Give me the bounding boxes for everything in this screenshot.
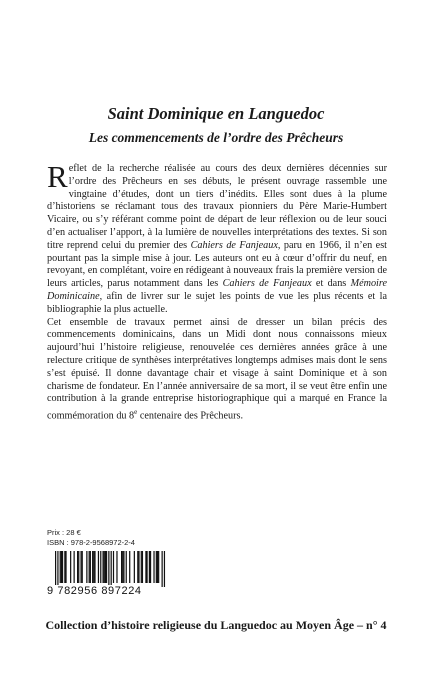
barcode-bar (156, 551, 157, 583)
barcode-bar (126, 551, 127, 583)
journal-title: Cahiers de Fanjeaux (222, 278, 312, 290)
barcode-bar (102, 551, 103, 583)
barcode-bar (145, 551, 146, 583)
barcode-bar (98, 551, 99, 583)
barcode-bar (111, 551, 112, 587)
back-cover-blurb (47, 159, 388, 423)
barcode-bar (64, 551, 65, 583)
blurb-text: eflet de la recherche réalisée au cours des deux dernières décennies sur l’ordre des Prêcheurs en ses débuts, le présent ouvrage rassemble une vingtaine d’études, dont un tiers d’inédits. Elles sont dues à la plume d’historiens se réclamant tous des travaux pionniers du Père Marie-Humbert Vicaire, ou s’y référant comme point de départ de leur réflexion ou de leur souci d’en actualiser l’apport, à la lumière de nouvelles interprétations des textes. Si son titre reprend celui du premier des (47, 163, 387, 251)
blurb-text: , afin de livrer sur le sujet les points de vue les plus récents et la bibliographie la plus actuelle. (47, 290, 387, 315)
barcode-digits (47, 585, 167, 597)
blurb-text: , paru en 1966, il n’en est pourtant pas la simple mise à jour. Les auteurs ont eu à cœur d’offrir du neuf, en revoyant, en complétant, voire en rédigeant à nouveaux frais la première version de leurs articles, parus notamment dans les (47, 239, 388, 290)
barcode-bar (86, 551, 87, 583)
barcode-bar (157, 551, 158, 583)
book-subtitle: Les commencements de l’ordre des Prêcheurs (88, 130, 344, 145)
barcode-bar (129, 551, 130, 583)
barcode-bar (90, 551, 91, 583)
barcode-bar (100, 551, 101, 583)
barcode-bar (93, 551, 94, 583)
barcode-bar (62, 551, 63, 583)
blurb-paragraph-2 (47, 317, 387, 424)
barcode-bar (78, 551, 79, 583)
barcode-bar (65, 551, 66, 583)
barcode-bar (94, 551, 95, 583)
barcode-bar (162, 551, 163, 587)
barcode-bar (82, 551, 83, 583)
barcode-bars (47, 551, 167, 587)
barcode-bar (105, 551, 106, 583)
barcode-bar (138, 551, 139, 583)
barcode-bar (106, 551, 107, 583)
journal-title: Mémoire Dominicaine (47, 278, 387, 302)
barcode-bar (123, 551, 124, 583)
barcode-bar (146, 551, 147, 583)
barcode-bar (70, 551, 71, 583)
blurb-text: centenaire des Prêcheurs. (137, 410, 244, 422)
barcode-bar (104, 551, 105, 583)
drop-cap: R (47, 159, 68, 194)
barcode-bar (134, 551, 135, 583)
barcode-bar (61, 551, 62, 583)
barcode-bar (55, 551, 56, 587)
barcode-bar (80, 551, 81, 583)
barcode-bar (74, 551, 75, 583)
barcode-bar (150, 551, 151, 583)
barcode-bar (108, 551, 109, 587)
barcode-bar (141, 551, 142, 583)
barcode-bar (113, 551, 114, 583)
book-title: Saint Dominique en Languedoc (107, 104, 325, 123)
price-label: Prix : 28 € (47, 528, 81, 537)
barcode-bar (121, 551, 122, 583)
barcode-number: 9 782956 897224 (47, 585, 142, 597)
barcode-bar (153, 551, 154, 583)
barcode-bar (158, 551, 159, 583)
blurb-text: et dans (311, 278, 351, 290)
price-block (47, 528, 135, 548)
journal-title: Cahiers de Fanjeaux (190, 239, 278, 251)
isbn-label: ISBN : 978-2-9568972-2-4 (47, 538, 135, 547)
blurb-paragraph-1 (47, 159, 388, 317)
barcode-bar (142, 551, 143, 583)
barcode-bar (92, 551, 93, 583)
barcode-bar (122, 551, 123, 583)
barcode-bar (89, 551, 90, 583)
barcode-bar (116, 551, 117, 583)
barcode-bar (77, 551, 78, 583)
barcode-bar (57, 551, 58, 587)
superscript: e (134, 408, 138, 417)
barcode-bar (149, 551, 150, 583)
barcode-bar (137, 551, 138, 583)
blurb-text: Cet ensemble de travaux permet ainsi de dresser un bilan précis des commencements dominicains, dans un Midi dont nous connaissons mieux aujourd’hui l’histoire religieuse, renouvelée ces dernières années grâce à une relecture critique de synthèses interprétatives longtemps admises mais dont le sens s’est épuisé. Il donne davantage chair et visage à saint Dominique et à son charisme de fondateur. En l’année anniversaire de sa mort, il se veut être enfin une contribution à la grande entreprise historiographique qui a marqué en France la commémoration du 8 (47, 316, 387, 422)
collection-title: Collection d’histoire religieuse du Languedoc au Moyen Âge – n° 4 (45, 618, 387, 632)
barcode-bar (164, 551, 165, 587)
barcode-bar (60, 551, 61, 583)
